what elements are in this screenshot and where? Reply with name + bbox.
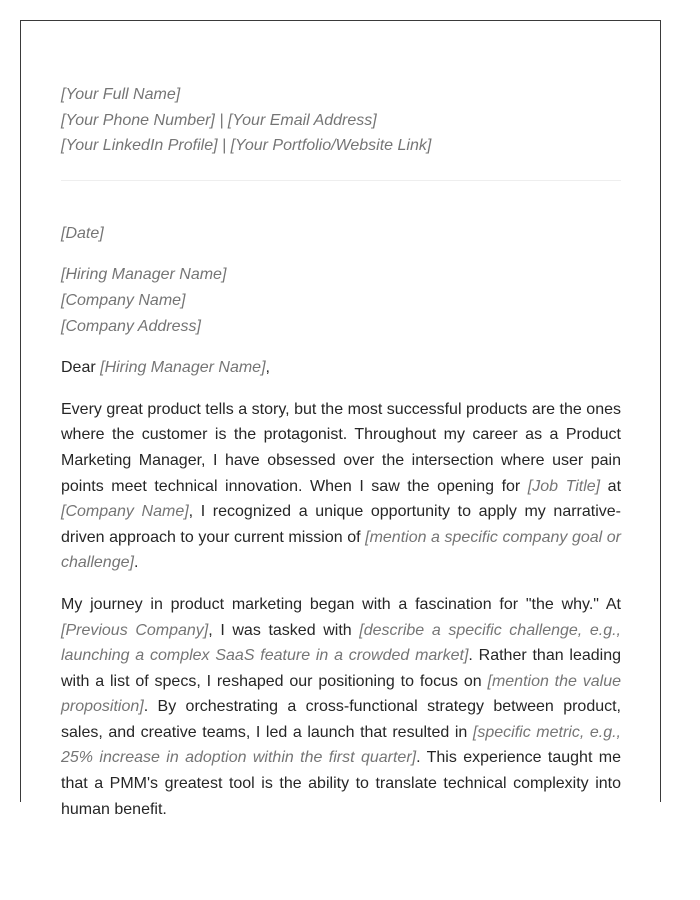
paragraph-intro — [61, 397, 621, 576]
salutation — [61, 355, 621, 381]
recipient-block — [61, 262, 621, 339]
challenge-placeholder: [describe a specific challenge, e.g., launching a complex SaaS feature in a crowded market] — [61, 621, 622, 665]
recipient-manager: [Hiring Manager Name] — [61, 266, 227, 284]
para1-text-3: , I recognized a unique opportunity to apply my narrative-driven approach to your current mission of — [61, 503, 621, 546]
sender-linkedin: [Your LinkedIn Profile] — [61, 137, 218, 155]
salutation-suffix: , — [265, 359, 270, 377]
sender-phone: [Your Phone Number] — [61, 111, 215, 129]
value-proposition-placeholder: [mention the value proposition] — [61, 672, 621, 716]
recipient-address: [Company Address] — [61, 317, 201, 335]
sender-portfolio: [Your Portfolio/Website Link] — [230, 137, 432, 155]
sender-header — [61, 82, 621, 159]
mission-placeholder: [mention a specific company goal or challenge] — [61, 528, 621, 572]
sender-email: [Your Email Address] — [227, 111, 377, 129]
job-title-placeholder: [Job Title] — [527, 477, 601, 495]
letter-page — [20, 20, 661, 818]
para1-text-1: Every great product tells a story, but the most successful products are the ones where the customer is the protagonist. Throughout my career as a Product Marketing Manager, I have obsessed over the intersection where user pain points meet technical innovation. When I saw the opening for — [61, 400, 621, 495]
previous-company-placeholder: [Previous Company] — [61, 621, 209, 639]
separator: | — [217, 137, 231, 155]
sender-links-line — [61, 133, 621, 159]
salutation-name: [Hiring Manager Name] — [100, 359, 266, 377]
para2-text-2: , I was tasked with — [208, 621, 360, 639]
metric-placeholder: [specific metric, e.g., 25% increase in adoption within the first quarter] — [61, 723, 621, 767]
sender-name: [Your Full Name] — [61, 86, 181, 103]
para2-text-3: . Rather than leading with a list of specs, I reshaped our positioning to focus on — [61, 647, 621, 690]
letter-date — [61, 221, 621, 247]
para1-text-2: at — [600, 477, 622, 495]
recipient-company: [Company Name] — [61, 291, 186, 309]
date-placeholder: [Date] — [61, 224, 104, 242]
separator: | — [214, 111, 228, 129]
para2-text-4: . By orchestrating a cross-functional strategy between product, sales, and creative teams, I led a launch that resulted in — [61, 698, 621, 741]
paragraph-experience — [61, 592, 621, 822]
sender-contact-line — [61, 108, 621, 134]
header-divider — [61, 180, 621, 181]
letter-content — [61, 82, 621, 822]
para2-text-1: My journey in product marketing began with a fascination for "the why." At — [61, 595, 621, 613]
salutation-prefix: Dear — [61, 359, 101, 377]
company-name-placeholder: [Company Name] — [61, 503, 189, 521]
para1-text-4: . — [133, 554, 139, 572]
para2-text-5: . This experience taught me that a PMM's greatest tool is the ability to translate technical complexity into human benefit. — [61, 749, 621, 818]
